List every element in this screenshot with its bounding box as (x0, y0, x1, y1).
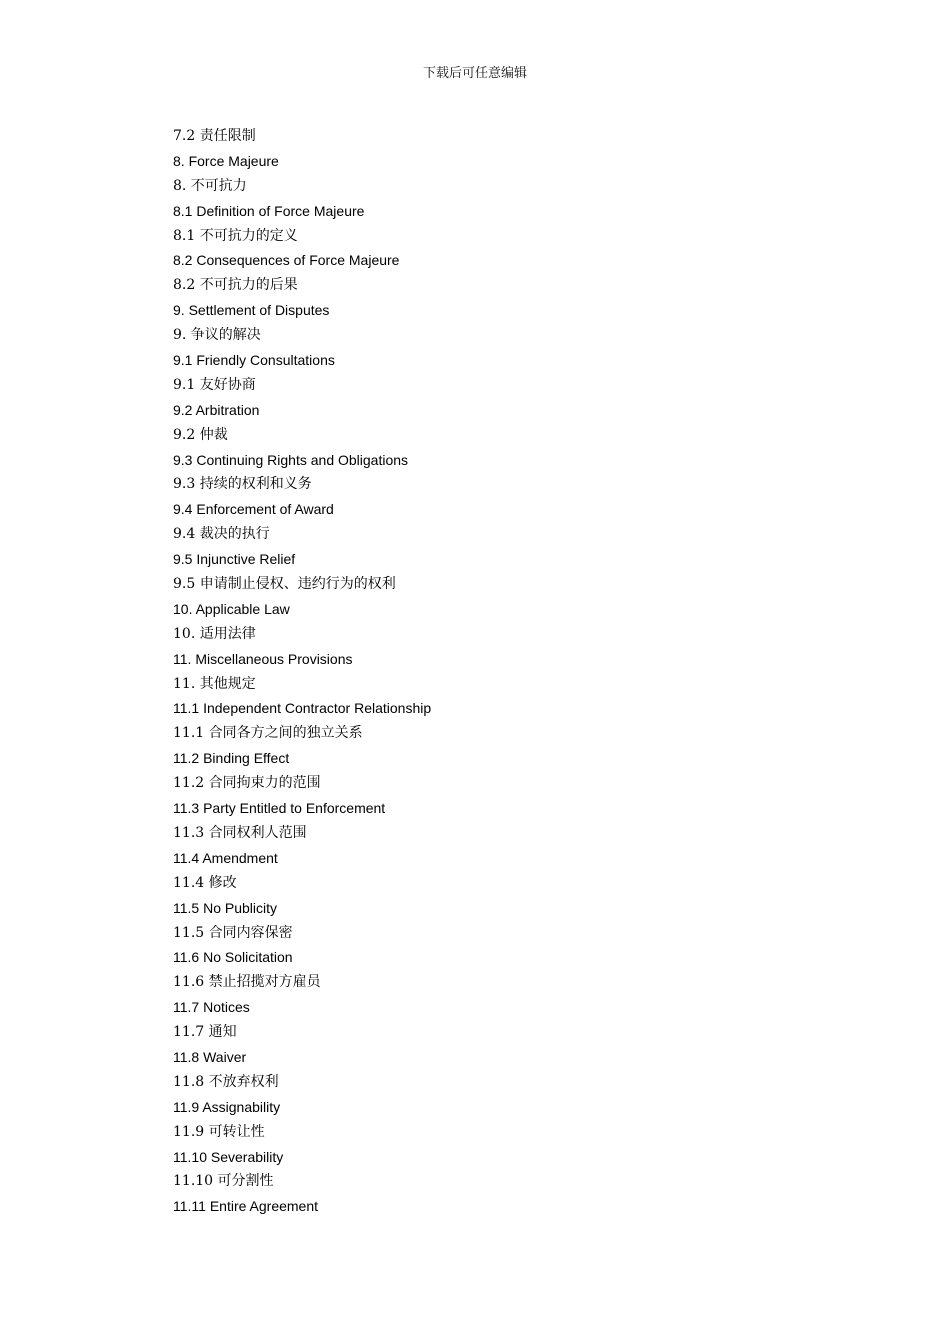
page-header: 下载后可任意编辑 (422, 66, 527, 81)
toc-entry: 11. 其他规定 (173, 675, 256, 692)
toc-entry: 11.6 No Solicitation (173, 949, 293, 966)
toc-entry: 11.4 Amendment (173, 849, 278, 866)
toc-entry: 9.5 申请制止侵权、违约行为的权利 (173, 576, 396, 593)
toc-entry: 11.3 Party Entitled to Enforcement (173, 800, 386, 817)
toc-list (173, 124, 873, 1219)
toc-entry: 11.9 Assignability (173, 1098, 281, 1115)
toc-entry: 9.2 Arbitration (173, 401, 260, 418)
toc-entry: 9.4 裁决的执行 (173, 526, 270, 543)
toc-entry: 9. 争议的解决 (173, 327, 261, 344)
toc-entry: 11.1 合同各方之间的独立关系 (173, 725, 363, 742)
toc-entry: 7.2 责任限制 (173, 128, 256, 144)
toc-entry: 11.7 Notices (173, 999, 250, 1016)
toc-entry: 8. 不可抗力 (173, 177, 247, 194)
toc-entry: 9.1 Friendly Consultations (173, 352, 335, 369)
toc-entry: 8.2 不可抗力的后果 (173, 277, 298, 294)
toc-entry: 11.5 合同内容保密 (173, 924, 293, 941)
toc-entry: 11.2 Binding Effect (173, 750, 290, 767)
toc-entry: 9.2 仲裁 (173, 426, 228, 443)
toc-entry: 8. Force Majeure (173, 152, 279, 169)
toc-entry: 11.10 可分割性 (173, 1173, 274, 1190)
toc-entry: 9.4 Enforcement of Award (173, 501, 334, 518)
toc-entry: 10. 适用法律 (173, 625, 256, 642)
toc-entry: 11.8 Waiver (173, 1048, 247, 1065)
toc-entry: 9. Settlement of Disputes (173, 302, 330, 319)
toc-entry: 11.8 不放弃权利 (173, 1073, 279, 1090)
toc-entry: 8.2 Consequences of Force Majeure (173, 252, 400, 269)
toc-entry: 11. Miscellaneous Provisions (173, 650, 353, 667)
toc-entry: 11.6 禁止招揽对方雇员 (173, 974, 321, 991)
toc-entry: 11.10 Severability (173, 1148, 284, 1165)
toc-entry: 11.11 Entire Agreement (173, 1198, 319, 1215)
toc-entry: 10. Applicable Law (173, 600, 290, 617)
toc-entry: 11.2 合同拘束力的范围 (173, 775, 321, 792)
toc-entry: 9.5 Injunctive Relief (173, 551, 296, 568)
toc-entry: 9.3 持续的权利和义务 (173, 476, 312, 493)
toc-entry: 8.1 Definition of Force Majeure (173, 202, 365, 219)
toc-entry: 11.4 修改 (173, 874, 237, 891)
toc-entry: 8.1 不可抗力的定义 (173, 227, 298, 244)
toc-entry: 11.3 合同权利人范围 (173, 824, 307, 841)
toc-entry: 11.9 可转让性 (173, 1123, 265, 1140)
toc-entry: 9.1 友好协商 (173, 376, 256, 393)
toc-entry: 9.3 Continuing Rights and Obligations (173, 451, 409, 468)
toc-entry: 11.5 No Publicity (173, 899, 278, 916)
toc-entry: 11.1 Independent Contractor Relationship (173, 700, 432, 717)
toc-entry: 11.7 通知 (173, 1024, 237, 1041)
